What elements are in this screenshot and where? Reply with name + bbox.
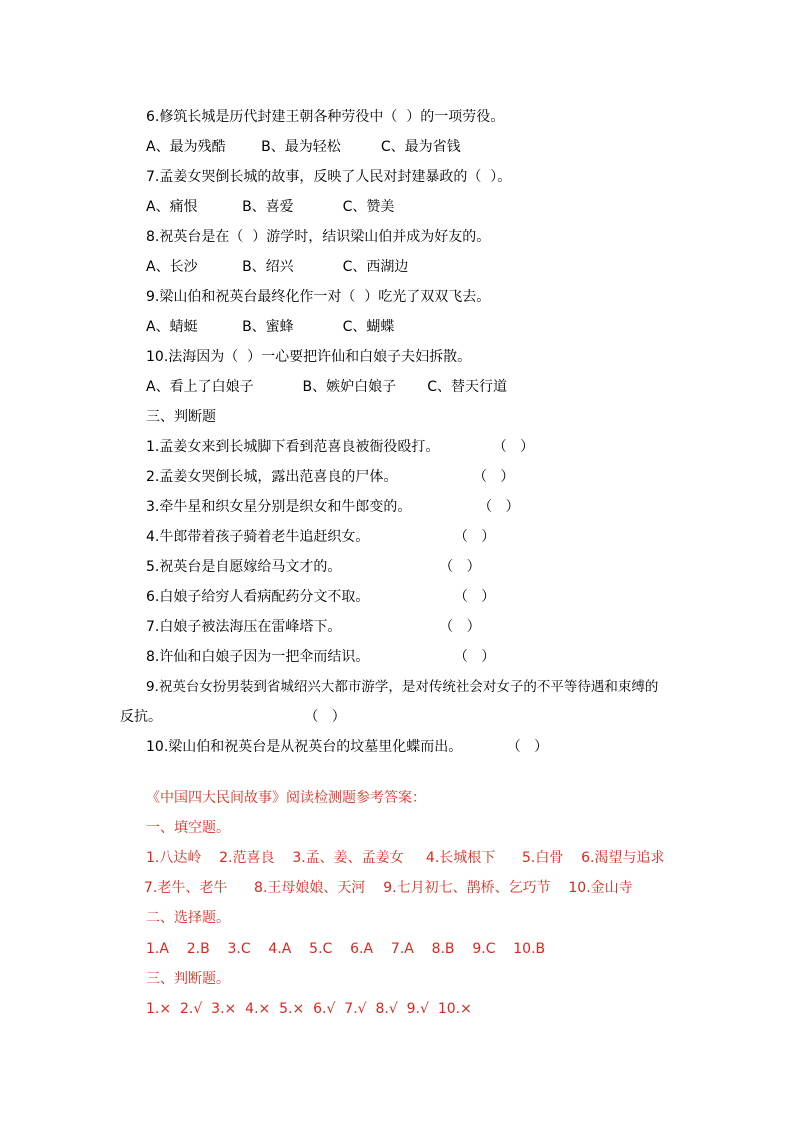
- answers-judge-line: 1.× 2.√ 3.× 4.× 5.× 6.√ 7.√ 8.√ 9.√ 10.×: [146, 1001, 472, 1017]
- answers-fill-line1: 1.八达岭 2.范喜良 3.孟、姜、孟姜女 4.长城根下 5.白骨 6.渴望与追求: [146, 850, 665, 866]
- question-8-options: A、长沙 B、绍兴 C、西湖边: [146, 259, 409, 275]
- question-9: 9.梁山伯和祝英台最终化作一对（ ）吃光了双双飞去。: [146, 289, 491, 305]
- judge-item-5: 5.祝英台是自愿嫁给马文才的。 （ ）: [146, 559, 481, 575]
- judge-item-9-line1: 9.祝英台女扮男装到省城绍兴大都市游学，是对传统社会对女子的不平等待遇和束缚的: [146, 679, 659, 695]
- answers-choice-heading: 二、选择题。: [146, 910, 230, 926]
- question-6: 6.修筑长城是历代封建王朝各种劳役中（ ）的一项劳役。: [146, 109, 505, 125]
- answers-judge-heading: 三、判断题。: [146, 971, 230, 987]
- judge-item-8: 8.许仙和白娘子因为一把伞而结识。 （ ）: [146, 649, 496, 665]
- judge-item-7: 7.白娘子被法海压在雷峰塔下。 （ ）: [146, 619, 481, 635]
- question-9-options: A、蜻蜓 B、蜜蜂 C、蝴蝶: [146, 319, 395, 335]
- judge-heading: 三、判断题: [146, 409, 216, 425]
- judge-item-10: 10.梁山伯和祝英台是从祝英台的坟墓里化蝶而出。 （ ）: [146, 739, 549, 755]
- question-10-options: A、看上了白娘子 B、嫉妒白娘子 C、替天行道: [146, 379, 508, 395]
- question-7-options: A、痛恨 B、喜爱 C、赞美: [146, 199, 395, 215]
- question-10: 10.法海因为（ ）一心要把许仙和白娘子夫妇拆散。: [146, 349, 472, 365]
- answers-fill-line2: 7.老牛、老牛 8.王母娘娘、天河 9.七月初七、鹊桥、乞巧节 10.金山寺: [144, 880, 633, 896]
- judge-item-2: 2.孟姜女哭倒长城，露出范喜良的尸体。 （ ）: [146, 469, 515, 485]
- question-8: 8.祝英台是在（ ）游学时，结识梁山伯并成为好友的。: [146, 229, 491, 245]
- answers-title: 《中国四大民间故事》阅读检测题参考答案：: [146, 790, 426, 806]
- judge-item-3: 3.牵牛星和织女星分别是织女和牛郎变的。 （ ）: [146, 499, 520, 515]
- judge-item-1: 1.孟姜女来到长城脚下看到范喜良被衙役殴打。 （ ）: [146, 439, 535, 455]
- question-6-options: A、最为残酷 B、最为轻松 C、最为省钱: [146, 139, 461, 155]
- judge-item-9-line2: 反抗。 （ ）: [120, 709, 346, 725]
- answers-fill-heading: 一、填空题。: [146, 820, 230, 836]
- judge-item-6: 6.白娘子给穷人看病配药分文不取。 （ ）: [146, 589, 496, 605]
- answers-choice-line: 1.A 2.B 3.C 4.A 5.C 6.A 7.A 8.B 9.C 10.B: [146, 941, 546, 957]
- question-7: 7.孟姜女哭倒长城的故事，反映了人民对封建暴政的（ ）。: [146, 169, 512, 185]
- judge-item-4: 4.牛郎带着孩子骑着老牛追赶织女。 （ ）: [146, 529, 496, 545]
